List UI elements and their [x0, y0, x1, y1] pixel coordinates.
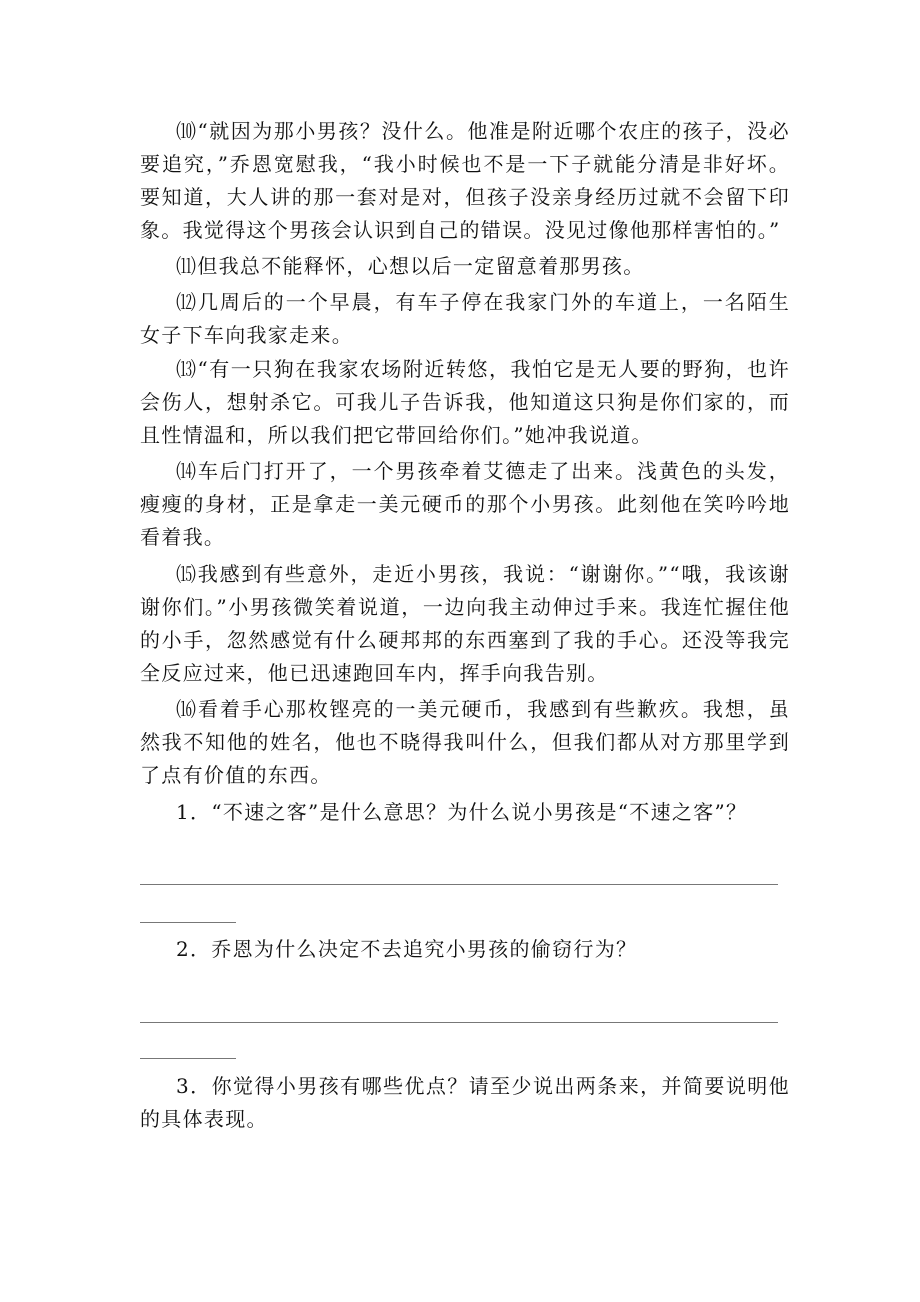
paragraph-16: ⒃看着手心那枚铿亮的一美元硬币，我感到有些歉疚。我想，虽然我不知他的姓名，他也不晓得我叫什么，但我们都从对方那里学到了点有价值的东西。 [140, 697, 790, 787]
paragraph-14: ⒁车后门打开了，一个男孩牵着艾德走了出来。浅黄色的头发，瘦瘦的身材，正是拿走一美元硬币的那个小男孩。此刻他在笑吟吟地看着我。 [140, 459, 790, 549]
answer-line-1-end[interactable] [140, 922, 236, 923]
paragraph-15: ⒂我感到有些意外，走近小男孩，我说：“谢谢你。”“哦，我该谢谢你们。”小男孩微笑着说道，一边向我主动伸过手来。我连忙握住他的小手，忽然感觉有什么硬邦邦的东西塞到了我的手心。还没等我完全反应过来，他已迅速跑回车内，挥手向我告别。 [140, 562, 790, 685]
question-1: 1．“不速之客”是什么意思？为什么说小男孩是“不速之客”？ [176, 800, 748, 824]
paragraph-10: ⑽“就因为那小男孩？没什么。他准是附近哪个农庄的孩子，没必要追究，”乔恩宽慰我，“我小时候也不是一下子就能分清是非好坏。要知道，大人讲的那一套对是对，但孩子没亲身经历过就不会留下印象。我觉得这个男孩会认识到自己的错误。没见过像他那样害怕的。” [140, 119, 790, 242]
question-2: 2．乔恩为什么决定不去追究小男孩的偷窃行为？ [176, 937, 638, 961]
answer-line-1[interactable] [140, 884, 778, 885]
question-3: 3．你觉得小男孩有哪些优点？请至少说出两条来，并简要说明他的具体表现。 [140, 1074, 790, 1131]
paragraph-13: ⒀“有一只狗在我家农场附近转悠，我怕它是无人要的野狗，也许会伤人，想射杀它。可我儿子告诉我，他知道这只狗是你们家的，而且性情温和，所以我们把它带回给你们。”她冲我说道。 [140, 357, 790, 447]
paragraph-12: ⑿几周后的一个早晨，有车子停在我家门外的车道上，一名陌生女子下车向我家走来。 [140, 290, 790, 347]
answer-line-2-end[interactable] [140, 1058, 236, 1059]
answer-line-2[interactable] [140, 1022, 778, 1023]
paragraph-11: ⑾但我总不能释怀，心想以后一定留意着那男孩。 [176, 254, 645, 278]
